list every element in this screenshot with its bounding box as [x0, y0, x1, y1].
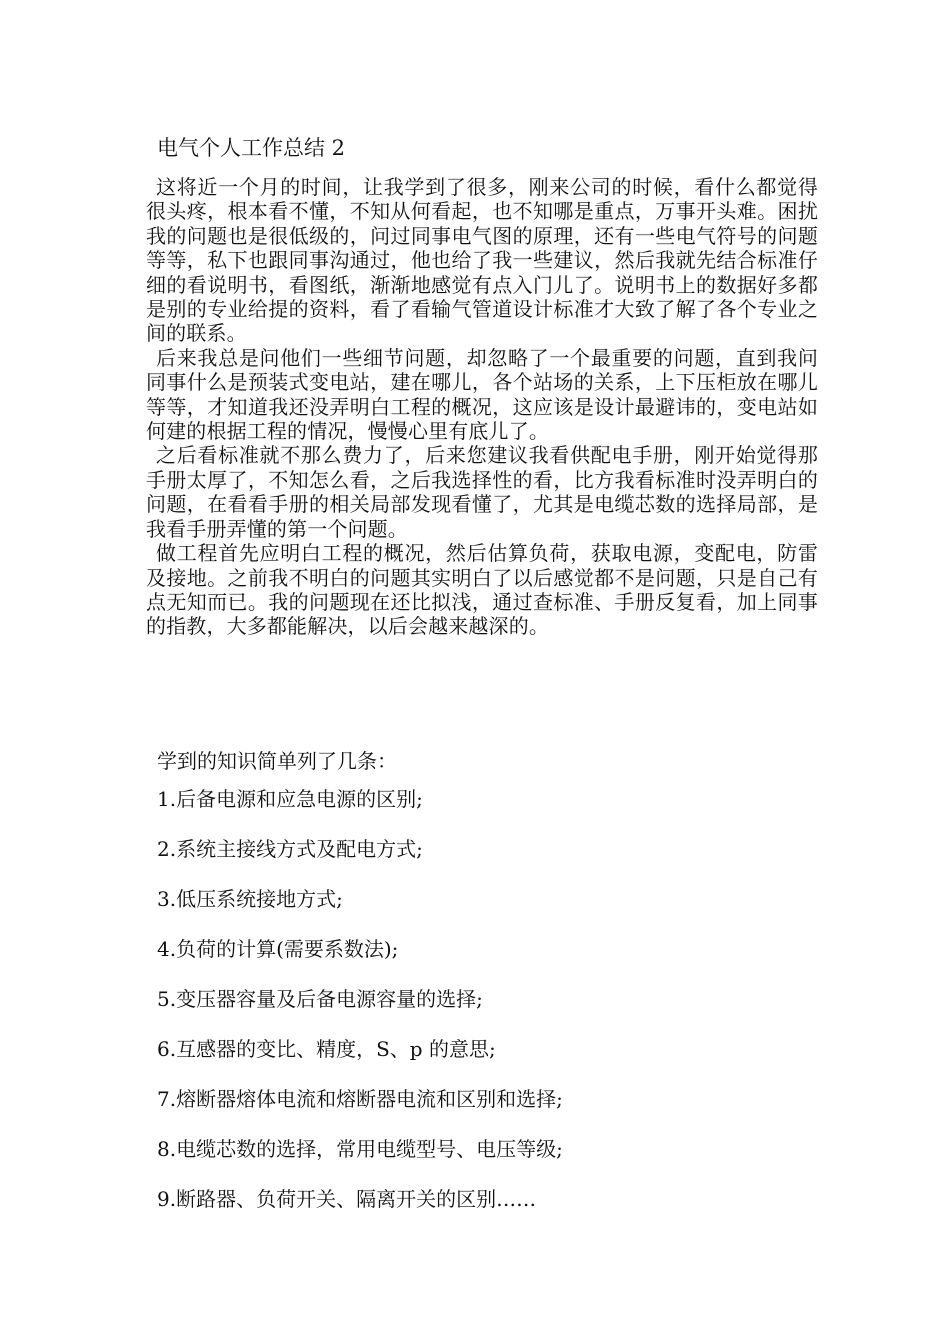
paragraph-4: 做工程首先应明白工程的概况，然后估算负荷，获取电源，变配电，防雷及接地。之前我不明白的问题其实明白了以后感觉都不是问题，只是自己有点无知而已。我的问题现在还比拟浅，通过查标准、手册反复看，加上同事的指教，大多都能解决，以后会越来越深的。 — [146, 541, 818, 639]
list-item: 3.低压系统接地方式; — [157, 887, 343, 911]
paragraph-2: 后来我总是问他们一些细节问题，却忽略了一个最重要的问题，直到我问同事什么是预装式变电站，建在哪儿，各个站场的关系，上下压柜放在哪儿等等，才知道我还没弄明白工程的概况，这应该是设计最避讳的，变电站如何建的根据工程的情况，慢慢心里有底儿了。 — [146, 345, 818, 444]
list-item: 5.变压器容量及后备电源容量的选择; — [157, 987, 483, 1011]
list-intro: 学到的知识简单列了几条： — [157, 749, 397, 773]
list-item: 9.断路器、负荷开关、隔离开关的区别…… — [157, 1187, 537, 1211]
list-item: 7.熔断器熔体电流和熔断器电流和区别和选择; — [157, 1087, 563, 1111]
list-item: 4.负荷的计算(需要系数法); — [157, 937, 399, 961]
paragraph-3: 之后看标准就不那么费力了，后来您建议我看供配电手册，刚开始觉得那手册太厚了，不知怎么看，之后我选择性的看，比方我看标准时没弄明白的问题，在看看手册的相关局部发现看懂了，尤其是电缆芯数的选择局部，是我看手册弄懂的第一个问题。 — [146, 443, 818, 541]
list-item: 2.系统主接线方式及配电方式; — [157, 837, 423, 861]
list-item: 6.互感器的变比、精度，S、p 的意思; — [157, 1037, 496, 1061]
list-item: 8.电缆芯数的选择，常用电缆型号、电压等级; — [157, 1137, 563, 1161]
document-title: 电气个人工作总结 2 — [157, 136, 346, 160]
paragraph-1: 这将近一个月的时间，让我学到了很多，刚来公司的时候，看什么都觉得很头疼，根本看不懂，不知从何看起，也不知哪是重点，万事开头难。困扰我的问题也是很低级的，问过同事电气图的原理，还有一些电气符号的问题等等，私下也跟同事沟通过，他也给了我一些建议，然后我就先结合标准仔细的看说明书，看图纸，渐渐地感觉有点入门儿了。说明书上的数据好多都是别的专业给提的资料，看了看输气管道设计标准才大致了解了各个专业之间的联系。 — [146, 175, 818, 346]
list-item: 1.后备电源和应急电源的区别; — [157, 787, 423, 811]
document-body — [146, 175, 818, 639]
knowledge-list — [157, 786, 563, 1236]
